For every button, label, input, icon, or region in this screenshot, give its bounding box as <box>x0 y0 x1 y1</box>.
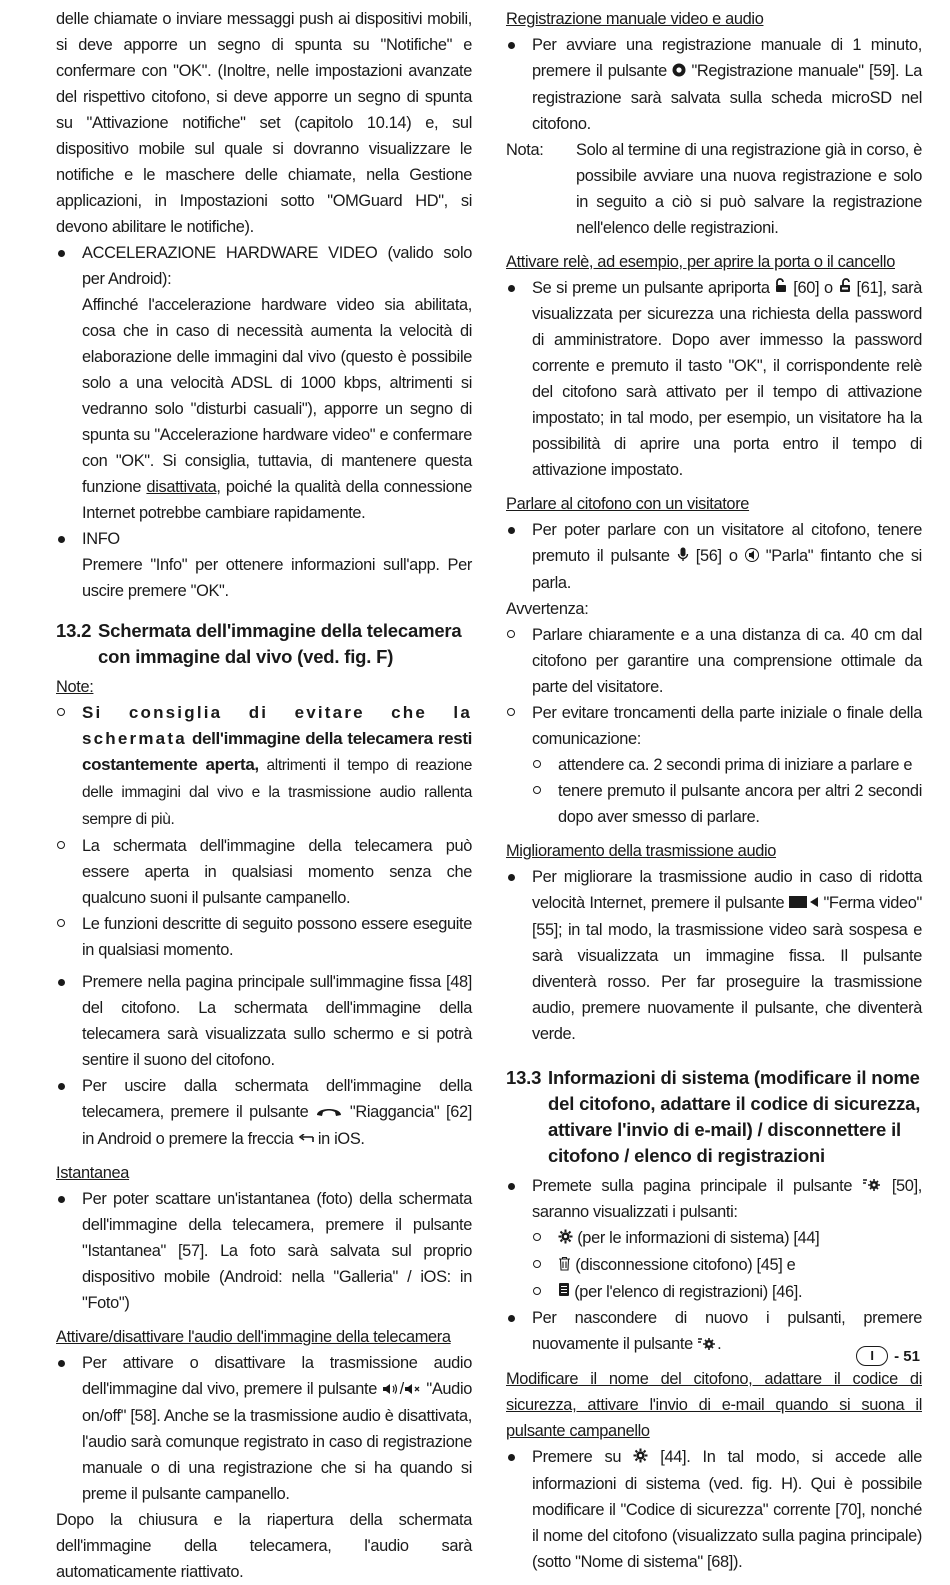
ring-bullet <box>532 1225 558 1252</box>
ring-bullet <box>532 778 558 830</box>
ring-bullet <box>532 1279 558 1306</box>
ring-bullet <box>532 1252 558 1279</box>
settings-toggle-icon <box>697 1332 717 1358</box>
right-column <box>506 6 922 1575</box>
section-heading-13-2: 13.2 Schermata dell'immagine della telecamera con immagine dal vivo (ved. fig. F) <box>56 620 462 667</box>
record-icon <box>672 59 686 85</box>
bullet <box>506 32 532 137</box>
talk-button-icon <box>745 544 759 570</box>
bullet <box>506 1305 532 1358</box>
gate-unlock-icon <box>838 275 852 301</box>
page-footer <box>856 1346 920 1366</box>
bullet <box>56 526 82 604</box>
list-item-hide-buttons: Per nascondere di nuovo i pulsanti, premere nuovamente il pulsante . <box>506 1305 922 1358</box>
stop-video-icon <box>789 891 819 917</box>
ring-bullet <box>56 833 82 911</box>
ring-bullet <box>506 700 532 752</box>
snapshot-label: Istantanea <box>56 1164 130 1183</box>
bullet <box>56 969 82 1073</box>
ring-bullet <box>56 911 82 963</box>
modify-label: Modificare il nome del citofono, adattare il codice di sicurezza, attivare l'invio di e-mail quando si suona il pulsante campanello <box>506 1370 922 1441</box>
list-item-system-buttons: Premete sulla pagina principale il pulsante [50], saranno visualizzati i pulsanti: <box>506 1173 922 1226</box>
list-item-modify: Premere su [44]. In tal modo, si accede alle informazioni di sistema (ved. fig. H). Qui è possibile modificare il "Codice di sicurezza" corrente [70], nonché il nome del citofono (visualizzato sulla pagina principale) (sotto "Nome di sistema" [68]). <box>506 1444 922 1575</box>
bullet <box>56 240 82 526</box>
warning-item-1: Parlare chiaramente e a una distanza di ca. 40 cm dal citofono per garantire una comprensione ottimale da parte del visitatore. <box>506 622 922 700</box>
audio-toggle-label: Attivare/disattivare l'audio dell'immagine della telecamera <box>56 1328 451 1347</box>
system-subitem-1: (per le informazioni di sistema) [44] <box>532 1225 922 1252</box>
list-item-relay: Se si preme un pulsante apriporta [60] o [61], sarà visualizzata per sicurezza una richiesta della password di amministratore. Dopo aver immesso la password corrente e premuto il tasto "OK", il corrispondente relè del citofono sarà attivato per il tempo di attivazione impostato; in tal modo, per esempio, un visitatore ha la possibilità di aprire una porta entro il tempo di attivazione impostato. <box>506 275 922 484</box>
list-item-manual-recording: Per avviare una registrazione manuale di 1 minuto, premere il pulsante "Registrazione manuale" [59]. La registrazione sarà salvata sulla scheda microSD nel citofono. <box>506 32 922 137</box>
microphone-icon <box>677 544 689 570</box>
recordings-list-icon <box>558 1279 570 1305</box>
hw-acceleration-title: ACCELERAZIONE HARDWARE VIDEO (valido solo per Android): <box>82 244 472 288</box>
list-item-audio-toggle: Per attivare o disattivare la trasmissione audio dell'immagine dal vivo, premere il pulsante / "Audio on/off" [58]. Anche se la trasmissione audio è disattivata, l'audio sarà comunque registrato in caso di registrazione manuale o di una registrazione che si ha quando si preme il pulsante campanello. <box>56 1350 472 1507</box>
bullet <box>56 1350 82 1507</box>
list-item-info <box>56 526 472 604</box>
language-badge: I <box>856 1346 888 1366</box>
list-item-snapshot: Per poter scattare un'istantanea (foto) della schermata dell'immagine della telecamera, premere il pulsante "Istantanea" [57]. La foto sarà salvata sul proprio dispositivo mobile (Android: nella "Galleria" / iOS: in "Foto") <box>56 1186 472 1316</box>
trash-icon <box>558 1253 571 1279</box>
manual-recording-label: Registrazione manuale video e audio <box>506 10 764 28</box>
settings-toggle-icon <box>862 1173 882 1199</box>
warning-subitem-1: attendere ca. 2 secondi prima di iniziare a parlare e <box>532 752 922 778</box>
note-item-1: Si consiglia di evitare che la schermata dell'immagine della telecamera resti costantemente aperta, altrimenti il tempo di reazione delle immagini dal vivo e la trasmissione audio rallenta sempre di più. <box>56 700 472 833</box>
bullet <box>506 1173 532 1226</box>
bullet <box>56 1073 82 1152</box>
section-heading-13-3: 13.3 Informazioni di sistema (modificare il nome del citofono, adattare il codice di sicurezza, attivare l'invio di e-mail) / disconnettere il citofono / elenco di registrazioni <box>506 1066 921 1166</box>
speaker-off-icon <box>404 1377 422 1403</box>
system-subitem-2: (disconnessione citofono) [45] e <box>532 1252 922 1279</box>
list-item-audio-improvement: Per migliorare la trasmissione audio in caso di ridotta velocità Internet, premere il pulsante "Ferma video" [55]; in tal modo, la trasmissione video sarà sospesa e sarà visualizzata un immagine fissa. Il pulsante diventerà rosso. Per far proseguire la trasmissione audio, premere nuovamente il pulsante, che diventerà verde. <box>506 864 922 1047</box>
warning-item-2: Per evitare troncamenti della parte iniziale o finale della comunicazione: <box>506 700 922 752</box>
notes-label: Note: <box>56 678 94 696</box>
left-column <box>56 6 472 1585</box>
note-item-2: La schermata dell'immagine della telecamera può essere aperta in qualsiasi momento senza che qualcuno suoni il pulsante campanello. <box>56 833 472 911</box>
ring-bullet <box>56 700 82 833</box>
relay-label: Attivare relè, ad esempio, per aprire la porta o il cancello <box>506 252 895 271</box>
bullet <box>506 864 532 1047</box>
talk-label: Parlare al citofono con un visitatore <box>506 495 750 514</box>
list-item-still-image: Premere nella pagina principale sull'immagine fissa [48] del citofono. La schermata dell'immagine della telecamera sarà visualizzata sullo schermo e si potrà sentire il suono del citofono. <box>56 969 472 1073</box>
list-item-exit: Per uscire dalla schermata dell'immagine della telecamera, premere il pulsante "Riaggancia" [62] in Android o premere la freccia in iOS. <box>56 1073 472 1152</box>
list-item-hw-acceleration <box>56 240 472 526</box>
door-unlock-icon <box>774 275 788 301</box>
hang-up-icon <box>315 1100 343 1126</box>
paragraph-notifications: delle chiamate o inviare messaggi push ai dispositivi mobili, si deve apporre un segno di spunta su "Notifiche" e confermare con "OK". (Inoltre, nelle impostazioni avanzate del rispettivo citofono, si deve apporre un segno di spunta su "Attivazione notifiche" set (capitolo 10.14) e, sul dispositivo mobile sul quale si dovranno visualizzare le notifiche e le maschere delle chiamate, nella Gestione applicazioni, in Impostazioni sotto "OMGuard HD", si devono abilitare le notifiche). <box>56 10 472 236</box>
system-subitem-3: (per l'elenco di registrazioni) [46]. <box>532 1279 922 1306</box>
bullet <box>506 1444 532 1575</box>
bullet <box>56 1186 82 1316</box>
bullet <box>506 517 532 596</box>
info-title: INFO <box>82 530 120 548</box>
list-item-talk: Per poter parlare con un visitatore al citofono, tenere premuto il pulsante [56] o "Parla" fintanto che si parla. <box>506 517 922 596</box>
back-arrow-icon <box>298 1126 314 1152</box>
ring-bullet <box>506 622 532 700</box>
warning-label: Avvertenza: <box>506 600 589 619</box>
hw-acceleration-text: Affinché l'accelerazione hardware video sia abilitata, cosa che in caso di necessità aumenta la velocità di elaborazione delle immagini dal vivo (questo è possibile solo a una velocità ADSL di 1000 kbps, altrimenti si vedranno solo "disturbi casuali"), apporre un segno di spunta su "Accelerazione hardware video" e confermare con "OK". Si consiglia, tuttavia, di mantenere questa funzione disattivata, poiché la qualità della connessione Internet potrebbe cambiare rapidamente. <box>82 296 472 522</box>
gear-icon <box>558 1226 573 1252</box>
ring-bullet <box>532 752 558 778</box>
info-text: Premere "Info" per ottenere informazioni sull'app. Per uscire premere "OK". <box>82 556 472 600</box>
bullet <box>506 275 532 484</box>
page-number: - 51 <box>894 1347 920 1365</box>
warning-subitem-2: tenere premuto il pulsante ancora per altri 2 secondi dopo aver smesso di parlare. <box>532 778 922 830</box>
note-item-3: Le funzioni descritte di seguito possono essere eseguite in qualsiasi momento. <box>56 911 472 963</box>
gear-icon <box>633 1445 648 1471</box>
audio-closing-paragraph: Dopo la chiusura e la riapertura della schermata dell'immagine della telecamera, l'audio sarà automaticamente riattivato. <box>56 1511 472 1582</box>
audio-improvement-label: Miglioramento della trasmissione audio <box>506 842 777 861</box>
speaker-on-icon <box>382 1377 400 1403</box>
recording-note: Nota: Solo al termine di una registrazione già in corso, è possibile avviare una nuova registrazione e solo in seguito a ciò si può salvare la registrazione nell'elenco delle registrazioni. <box>506 140 922 237</box>
